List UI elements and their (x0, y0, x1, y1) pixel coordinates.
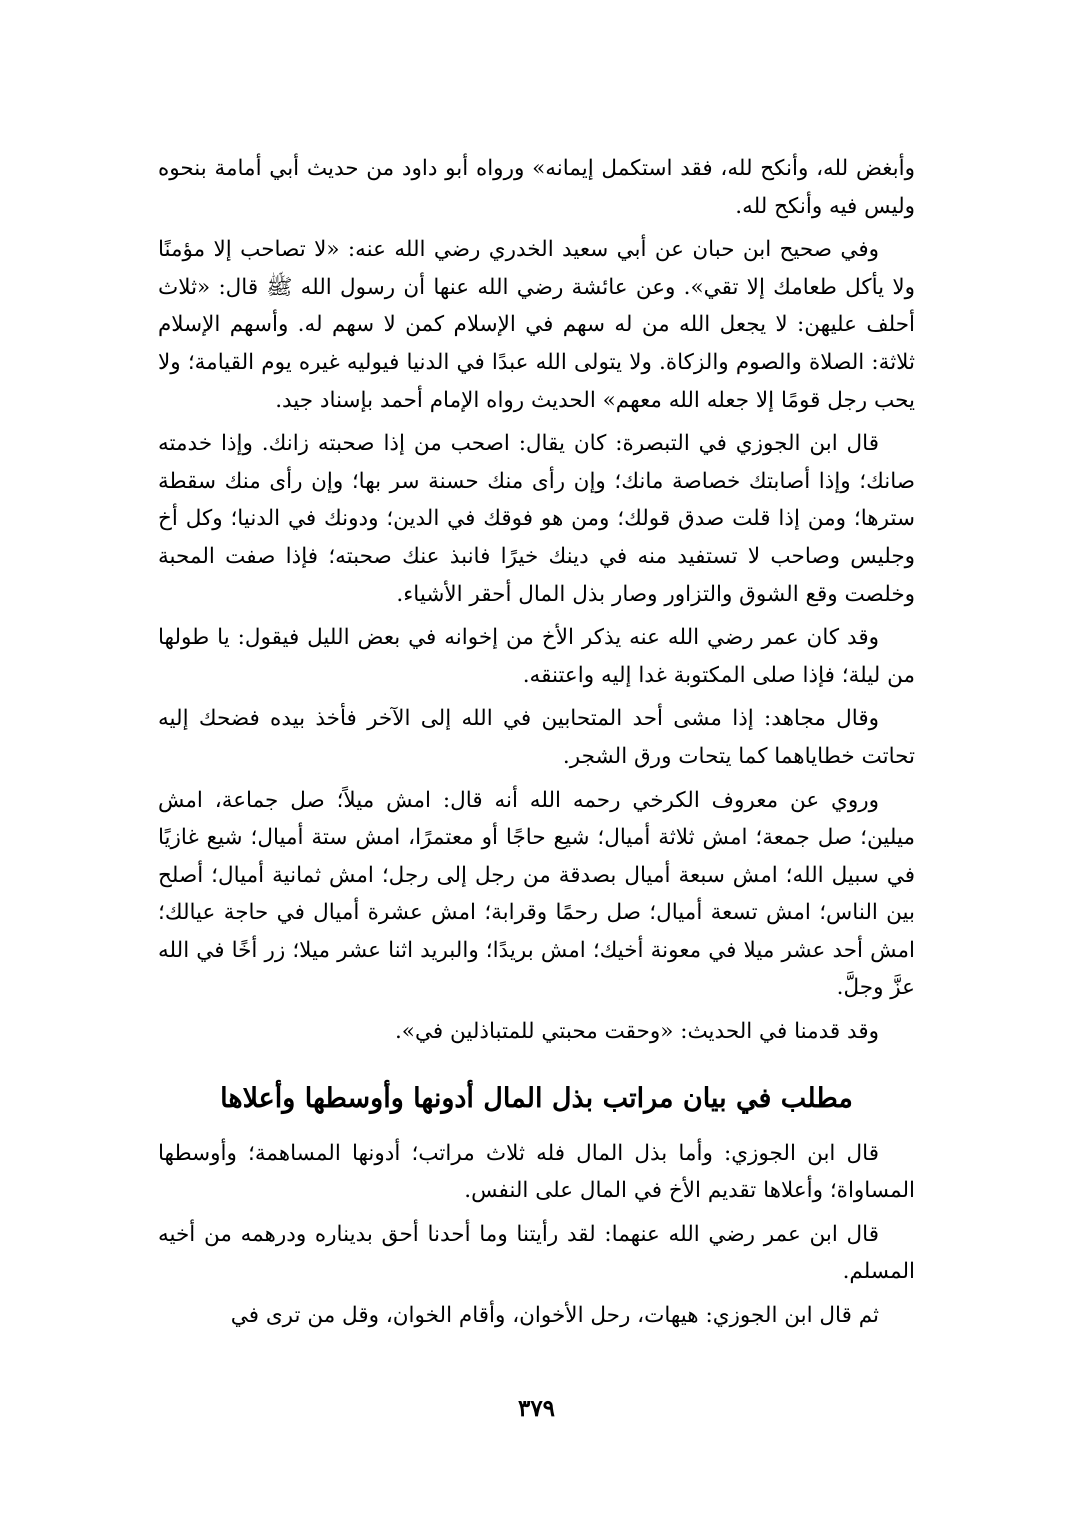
paragraph-8: قال ابن الجوزي: وأما بذل المال فله ثلاث مراتب؛ أدونها المساهمة؛ وأوسطها المساواة؛ وأعلاها تقديم الأخ في المال على النفس. (158, 1140, 915, 1204)
paragraph-5: وقال مجاهد: إذا مشى أحد المتحابين في الله إلى الآخر فأخذ بيده فضحك إليه تحاتت خطاياهما كما يتحات ورق الشجر. (158, 706, 915, 769)
paragraph-10: ثم قال ابن الجوزي: هيهات، رحل الأخوان، وأقام الخوان، وقل من ترى في (230, 1303, 879, 1329)
paragraph-7: وقد قدمنا في الحديث: «وحقت محبتي للمتباذلين في». (394, 1019, 879, 1045)
section-heading: مطلب في بيان مراتب بذل المال أدونها وأوسطها وأعلاها (220, 1082, 853, 1114)
paragraph-3: قال ابن الجوزي في التبصرة: كان يقال: اصحب من إذا صحبته زانك. وإذا خدمته صانك؛ وإذا أصابتك خصاصة مانك؛ وإن رأى منك حسنة سر بها؛ وإن رأى منك سقطة سترها؛ ومن إذا قلت صدق قولك؛ ومن هو فوقك في الدين؛ ودونك في الدنيا؛ وكل أخ وجليس وصاحب لا تستفيد منه في دينك خيرًا فانبذ عنك صحبته؛ فإذا صفت المحبة وخلصت وقع الشوق والتزاور وصار بذل المال أحقر الأشياء. (158, 431, 915, 607)
paragraph-6: وروي عن معروف الكرخي رحمه الله أنه قال: امش ميلاً؛ صل جماعة، امش ميلين؛ صل جمعة؛ امش ثلاثة أميال؛ شيع حاجًا أو معتمرًا، امش ستة أميال؛ شيع غازيًا في سبيل الله؛ امش سبعة أميال بصدقة من رجل إلى رجل؛ امش ثمانية أميال؛ أصلح بين الناس؛ امش تسعة أميال؛ صل رحمًا وقرابة؛ امش عشرة أميال في حاجة عيالك؛ امش أحد عشر ميلا في معونة أخيك؛ امش بريدًا؛ والبريد اثنا عشر ميلا؛ زر أخًا في الله عزَّ وجلَّ. (158, 787, 915, 1001)
paragraph-1: وأبغض لله، وأنكح لله، فقد استكمل إيمانه» ورواه أبو داود من حديث أبي أمامة بنحوه وليس فيه وأنكح لله. (158, 156, 915, 219)
page-number: ٣٧٩ (517, 1395, 556, 1422)
page-body (158, 150, 915, 1341)
paragraph-2: وفي صحيح ابن حبان عن أبي سعيد الخدري رضي الله عنه: «لا تصاحب إلا مؤمنًا ولا يأكل طعامك إلا تقي». وعن عائشة رضي الله عنها أن رسول الله ﷺ قال: «ثلاث أحلف عليهن: لا يجعل الله من له سهم في الإسلام كمن لا سهم له. وأسهم الإسلام ثلاثة: الصلاة والصوم والزكاة. ولا يتولى الله عبدًا في الدنيا فيوليه غيره يوم القيامة؛ ولا يحب رجل قومًا إلا جعله الله معهم» الحديث رواه الإمام أحمد بإسناد جيد. (158, 237, 915, 413)
paragraph-9: قال ابن عمر رضي الله عنهما: لقد رأيتنا وما أحدنا أحق بديناره ودرهمه من أخيه المسلم. (158, 1221, 915, 1285)
paragraph-4: وقد كان عمر رضي الله عنه يذكر الأخ من إخوانه في بعض الليل فيقول: يا طولها من ليلة؛ فإذا صلى المكتوبة غدا إليه واعتنقه. (158, 625, 915, 688)
